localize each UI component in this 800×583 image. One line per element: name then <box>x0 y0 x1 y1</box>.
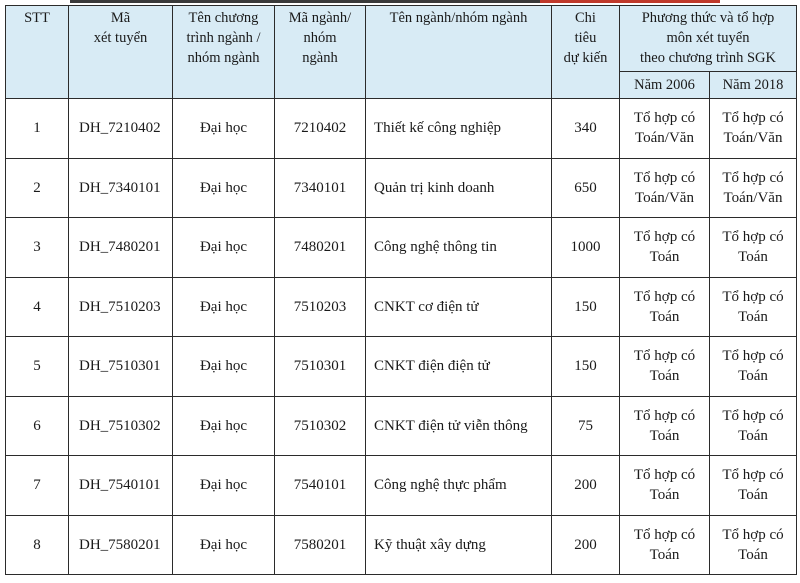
cell-ma-xet-tuyen: DH_7510203 <box>69 277 173 337</box>
cell-nam-2018: Tổ hợp có Toán <box>710 277 797 337</box>
header-ten-chuong-trinh: Tên chương trình ngành / nhóm ngành <box>173 6 275 99</box>
cropped-heading-dark <box>70 0 540 3</box>
cell-stt: 2 <box>6 158 69 218</box>
header-ten-nganh: Tên ngành/nhóm ngành <box>366 6 552 99</box>
cell-chi-tieu: 200 <box>552 515 620 575</box>
cell-stt: 7 <box>6 456 69 516</box>
cell-nam-2006: Tổ hợp có Toán <box>620 396 710 456</box>
cell-nam-2018: Tổ hợp có Toán <box>710 515 797 575</box>
cell-nam-2018: Tổ hợp có Toán <box>710 396 797 456</box>
table-row <box>6 396 797 456</box>
cell-chuong-trinh: Đại học <box>173 218 275 278</box>
cell-ma-nganh: 7340101 <box>275 158 366 218</box>
cell-ma-xet-tuyen: DH_7340101 <box>69 158 173 218</box>
cell-nam-2006: Tổ hợp có Toán <box>620 218 710 278</box>
cell-chi-tieu: 150 <box>552 277 620 337</box>
cell-chuong-trinh: Đại học <box>173 515 275 575</box>
cell-ma-xet-tuyen: DH_7540101 <box>69 456 173 516</box>
cell-chi-tieu: 75 <box>552 396 620 456</box>
cell-nam-2018: Tổ hợp có Toán <box>710 337 797 397</box>
cell-nam-2006: Tổ hợp có Toán <box>620 337 710 397</box>
cell-nam-2006: Tổ hợp có Toán <box>620 515 710 575</box>
cell-chuong-trinh: Đại học <box>173 99 275 159</box>
cell-ma-xet-tuyen: DH_7510301 <box>69 337 173 397</box>
cell-nam-2006: Tổ hợp có Toán <box>620 456 710 516</box>
cell-nam-2018: Tổ hợp có Toán <box>710 456 797 516</box>
cell-stt: 6 <box>6 396 69 456</box>
cell-ten-nganh: CNKT cơ điện tử <box>366 277 552 337</box>
cell-ma-xet-tuyen: DH_7480201 <box>69 218 173 278</box>
header-ma-nganh: Mã ngành/ nhóm ngành <box>275 6 366 99</box>
cell-chi-tieu: 200 <box>552 456 620 516</box>
cell-ma-nganh: 7510302 <box>275 396 366 456</box>
cell-chuong-trinh: Đại học <box>173 277 275 337</box>
cell-chuong-trinh: Đại học <box>173 158 275 218</box>
cell-nam-2018: Tổ hợp có Toán/Văn <box>710 158 797 218</box>
admission-table <box>5 5 797 575</box>
header-chi-tieu: Chi tiêu dự kiến <box>552 6 620 99</box>
cell-chuong-trinh: Đại học <box>173 396 275 456</box>
header-phuong-thuc: Phương thức và tổ hợp môn xét tuyển theo chương trình SGK <box>620 6 797 72</box>
table-row <box>6 99 797 159</box>
cell-chuong-trinh: Đại học <box>173 456 275 516</box>
cell-ten-nganh: Công nghệ thực phẩm <box>366 456 552 516</box>
cell-ten-nganh: CNKT điện điện tử <box>366 337 552 397</box>
table-row <box>6 515 797 575</box>
table-row <box>6 158 797 218</box>
header-ma-xet-tuyen: Mã xét tuyển <box>69 6 173 99</box>
cropped-heading-red <box>540 0 720 3</box>
cell-ten-nganh: Quản trị kinh doanh <box>366 158 552 218</box>
cell-stt: 1 <box>6 99 69 159</box>
cell-chi-tieu: 150 <box>552 337 620 397</box>
cell-chuong-trinh: Đại học <box>173 337 275 397</box>
cell-chi-tieu: 650 <box>552 158 620 218</box>
header-stt: STT <box>6 6 69 99</box>
cell-ma-xet-tuyen: DH_7580201 <box>69 515 173 575</box>
cell-stt: 8 <box>6 515 69 575</box>
cell-chi-tieu: 1000 <box>552 218 620 278</box>
cell-ma-nganh: 7580201 <box>275 515 366 575</box>
cell-nam-2018: Tổ hợp có Toán/Văn <box>710 99 797 159</box>
cell-stt: 5 <box>6 337 69 397</box>
cell-nam-2006: Tổ hợp có Toán <box>620 277 710 337</box>
cell-ma-nganh: 7540101 <box>275 456 366 516</box>
table-row <box>6 277 797 337</box>
cell-ten-nganh: Thiết kế công nghiệp <box>366 99 552 159</box>
table-row <box>6 456 797 516</box>
cell-nam-2006: Tổ hợp có Toán/Văn <box>620 99 710 159</box>
cell-nam-2006: Tổ hợp có Toán/Văn <box>620 158 710 218</box>
cell-ma-nganh: 7210402 <box>275 99 366 159</box>
cell-chi-tieu: 340 <box>552 99 620 159</box>
cell-ten-nganh: Công nghệ thông tin <box>366 218 552 278</box>
cell-stt: 3 <box>6 218 69 278</box>
cell-ten-nganh: CNKT điện tử viễn thông <box>366 396 552 456</box>
cell-ma-xet-tuyen: DH_7210402 <box>69 99 173 159</box>
table-row <box>6 337 797 397</box>
cell-stt: 4 <box>6 277 69 337</box>
header-nam-2006: Năm 2006 <box>620 72 710 99</box>
cell-nam-2018: Tổ hợp có Toán <box>710 218 797 278</box>
cell-ma-nganh: 7510203 <box>275 277 366 337</box>
header-nam-2018: Năm 2018 <box>710 72 797 99</box>
table-row <box>6 218 797 278</box>
cell-ma-nganh: 7510301 <box>275 337 366 397</box>
cell-ten-nganh: Kỹ thuật xây dựng <box>366 515 552 575</box>
cell-ma-xet-tuyen: DH_7510302 <box>69 396 173 456</box>
cell-ma-nganh: 7480201 <box>275 218 366 278</box>
